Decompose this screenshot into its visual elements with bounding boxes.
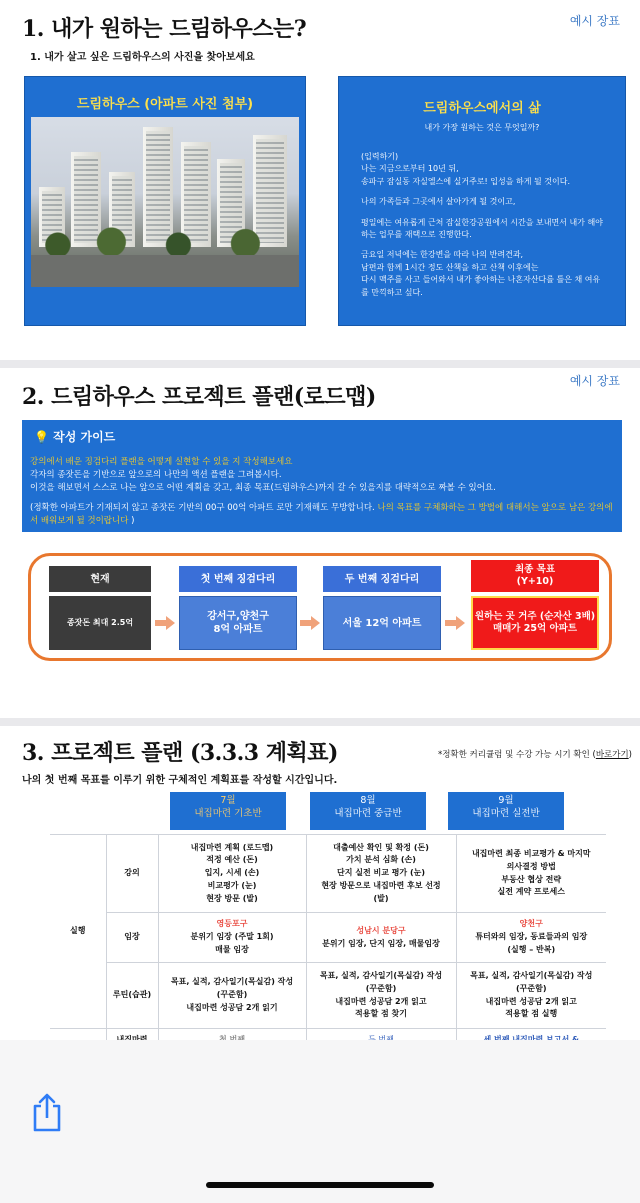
example-slide-link[interactable]: 예시 장표 bbox=[569, 374, 620, 388]
arrow-right-icon bbox=[155, 616, 175, 630]
guide-text bbox=[30, 456, 614, 528]
guide-line: 각자의 종잣돈을 기반으로 앞으로의 나만의 액션 플랜을 그려봅시다. bbox=[30, 470, 282, 481]
cell-line: (꾸준함) bbox=[216, 990, 248, 1000]
cell-line: 의사결정 방법 bbox=[506, 861, 556, 871]
cell-line: 튜터와의 임장, 동료들과의 임장 bbox=[475, 932, 588, 942]
cell-line: (실행 – 반복) bbox=[507, 944, 556, 954]
district-label: 성남시 분당구 bbox=[356, 925, 406, 935]
row-label-routine: 루틴(습관) bbox=[106, 963, 158, 1029]
divider bbox=[0, 718, 640, 726]
guide-note: (정확한 아파트가 기재되지 않고 종잣돈 기반의 00구 00억 아파트 로만 기재해도 무방합니다. bbox=[30, 502, 378, 513]
table-cell bbox=[158, 913, 306, 963]
life-line: 평일에는 여유롭게 근처 잠실한강공원에서 시간을 보내면서 내가 해야 bbox=[361, 217, 603, 227]
arrow-right-icon bbox=[445, 616, 465, 630]
life-line: 를 만끽하고 싶다. bbox=[361, 287, 423, 297]
guide-line: 이것을 해보면서 스스로 나는 앞으로 어떤 계획을 갖고, 최종 목표(드림하우스)까지 갈 수 있을지를 대략적으로 짜볼 수 있어요. bbox=[30, 483, 496, 494]
table-row bbox=[50, 835, 606, 913]
course-label: 내집마련 실전반 bbox=[472, 807, 540, 819]
lightbulb-icon: 💡 bbox=[34, 430, 49, 444]
bottom-toolbar bbox=[0, 1040, 640, 1203]
cell-line: 가치 분석 심화 (손) bbox=[346, 855, 416, 865]
slide-roadmap bbox=[0, 368, 640, 718]
divider bbox=[0, 360, 640, 368]
slide-plan-table bbox=[0, 726, 640, 1040]
row-group-execute: 실행 bbox=[50, 835, 106, 1029]
roadmap-header-current: 현재 bbox=[49, 566, 151, 592]
life-line: (입력하기) bbox=[361, 152, 399, 161]
life-line: 다시 맥주를 사고 들어와서 내가 좋아하는 나혼자산다를 틀은 채 여유 bbox=[361, 275, 601, 285]
curriculum-note bbox=[438, 748, 632, 760]
cell-line: 실전 계약 프로세스 bbox=[497, 887, 565, 897]
guide-line bbox=[30, 502, 614, 528]
month-label: 7월 bbox=[220, 795, 236, 806]
cell-line: 부동산 협상 전략 bbox=[501, 874, 562, 884]
slide-dream-house bbox=[0, 0, 640, 360]
life-line: 송파구 잠실동 자실엘스에 실거주로! 입성을 하게 될 것이다. bbox=[361, 176, 571, 186]
guide-title-text: 작성 가이드 bbox=[53, 430, 116, 444]
photo-box-title: 드림하우스 (아파트 사진 첨부) bbox=[76, 97, 254, 112]
life-line: 나는 지금으로부터 10년 뒤, bbox=[361, 164, 459, 174]
section2-title: 2. 드림하우스 프로젝트 플랜(로드맵) bbox=[22, 384, 376, 410]
month-header-august bbox=[310, 792, 426, 830]
cell-line: 내집마련 성공담 2개 읽고 bbox=[335, 996, 427, 1006]
life-box-question: 내가 가장 원하는 것은 무엇일까? bbox=[424, 123, 540, 132]
section1-title: 1. 내가 원하는 드림하우스는? bbox=[22, 16, 307, 42]
cell-line: 현장 방문으로 내집마련 후보 선정 bbox=[321, 880, 441, 890]
roadmap-header-step1: 첫 번째 징검다리 bbox=[179, 566, 297, 592]
arrow-right-icon bbox=[300, 616, 320, 630]
roadmap-step2: 서울 12억 아파트 bbox=[323, 596, 441, 650]
cell-line: 내집마련 최종 비교평가 & 마지막 bbox=[471, 848, 591, 858]
roadmap-diagram bbox=[28, 553, 612, 661]
table-cell bbox=[306, 913, 456, 963]
district-label: 영등포구 bbox=[216, 919, 248, 929]
life-box-text bbox=[339, 151, 625, 299]
note-text-end: ) bbox=[628, 750, 632, 760]
section1-subtitle: 1. 내가 살고 싶은 드림하우스의 사진을 찾아보세요 bbox=[30, 52, 255, 63]
district-label: 양천구 bbox=[519, 919, 543, 929]
table-cell bbox=[456, 963, 606, 1029]
plan-table bbox=[50, 834, 606, 1065]
course-label: 내집마련 중급반 bbox=[334, 807, 402, 819]
cell-line: 입지, 시세 (손) bbox=[204, 868, 260, 878]
note-text: *정확한 커리큘럼 및 수강 가능 시기 확인 ( bbox=[437, 750, 596, 760]
guide-note-highlight: 나의 목표를 구체화하는 그 방법에 대해서는 앞으로 남은 강의에서 배워보게 될 것이랍니다 bbox=[30, 502, 613, 526]
cell-line: 매물 임장 bbox=[215, 944, 249, 954]
cell-line: 적용할 점 찾기 bbox=[355, 1009, 407, 1019]
roadmap-header-step2: 두 번째 징검다리 bbox=[323, 566, 441, 592]
cell-line: 적용할 점 실행 bbox=[505, 1009, 558, 1019]
roadmap-step1: 강서구,양천구 8억 아파트 bbox=[179, 596, 297, 650]
writing-guide bbox=[22, 420, 622, 532]
row-label-lecture: 강의 bbox=[106, 835, 158, 913]
month-header-september bbox=[448, 792, 564, 830]
cell-line: 분위기 임장 (주말 1회) bbox=[190, 932, 274, 942]
month-label: 9월 bbox=[498, 795, 514, 806]
life-line: 금요일 저녁에는 한강변을 따라 나의 반려견과, bbox=[361, 250, 524, 260]
table-cell bbox=[456, 835, 606, 913]
guide-title bbox=[34, 428, 115, 445]
month-label: 8월 bbox=[360, 795, 376, 806]
life-line: 하는 업무를 재택으로 진행한다. bbox=[361, 229, 472, 239]
cell-line: 내집마련 성공담 2개 읽기 bbox=[186, 1002, 278, 1012]
cell-line: 목표, 실적, 감사일기(목실감) 작성 bbox=[170, 977, 294, 987]
table-cell bbox=[158, 963, 306, 1029]
guide-line: 강의에서 배운 징검다리 플랜을 어떻게 실현할 수 있을 지 작성해보세요 bbox=[30, 457, 293, 467]
month-header-july bbox=[170, 792, 286, 830]
cell-line: 목표, 실적, 감사일기(목실감) 작성 bbox=[319, 970, 443, 980]
photo-box bbox=[24, 76, 306, 326]
cell-line: 단지 실전 비교 평가 (눈) bbox=[336, 868, 425, 878]
cell-line: 적정 예산 (돈) bbox=[206, 855, 258, 865]
section3-description: 나의 첫 번째 목표를 이루기 위한 구체적인 계획표를 작성할 시간입니다. bbox=[22, 775, 338, 786]
home-indicator[interactable] bbox=[206, 1182, 434, 1188]
life-box bbox=[338, 76, 626, 326]
cell-line: 비교평가 (눈) bbox=[207, 880, 257, 890]
table-row bbox=[50, 963, 606, 1029]
cell-line: 내집마련 계획 (로드맵) bbox=[190, 842, 274, 852]
course-label: 내집마련 기초반 bbox=[194, 807, 262, 819]
table-cell bbox=[306, 835, 456, 913]
guide-note-end: ) bbox=[131, 515, 135, 526]
life-box-title: 드림하우스에서의 삶 bbox=[423, 101, 541, 116]
cell-line: 대출예산 확인 및 확정 (돈) bbox=[333, 842, 429, 852]
roadmap-current: 종잣돈 최대 2.5억 bbox=[49, 596, 151, 650]
cell-line: 내집마련 성공담 2개 읽고 bbox=[485, 996, 577, 1006]
table-cell bbox=[456, 913, 606, 963]
section3-title: 3. 프로젝트 플랜 (3.3.3 계획표) bbox=[22, 740, 338, 766]
row-label-visit: 임장 bbox=[106, 913, 158, 963]
cell-line: 현장 방문 (발) bbox=[206, 893, 258, 903]
roadmap-goal: 원하는 곳 거주 (순자산 3배) 매매가 25억 아파트 bbox=[471, 596, 599, 650]
cell-line: 분위기 임장, 단지 임장, 매물임장 bbox=[322, 938, 440, 948]
share-icon[interactable] bbox=[30, 1092, 64, 1138]
roadmap-header-goal: 최종 목표 (Y+10) bbox=[471, 560, 599, 592]
cell-line: 목표, 실적, 감사일기(목실감) 작성 bbox=[470, 970, 593, 980]
life-line: 나의 가족들과 그곳에서 살아가게 될 것이고, bbox=[361, 197, 516, 207]
table-cell bbox=[158, 835, 306, 913]
cell-line: (꾸준함) bbox=[365, 983, 397, 993]
cell-line: (꾸준함) bbox=[516, 983, 547, 993]
table-cell bbox=[306, 963, 456, 1029]
cell-line: (발) bbox=[373, 893, 389, 903]
example-slide-link[interactable]: 예시 장표 bbox=[569, 14, 620, 28]
shortcut-link[interactable]: 바로가기 bbox=[595, 750, 629, 760]
life-line: 남편과 함께 1시간 정도 산책을 하고 산책 이후에는 bbox=[361, 262, 539, 272]
table-row bbox=[50, 913, 606, 963]
apartment-photo bbox=[31, 117, 299, 287]
